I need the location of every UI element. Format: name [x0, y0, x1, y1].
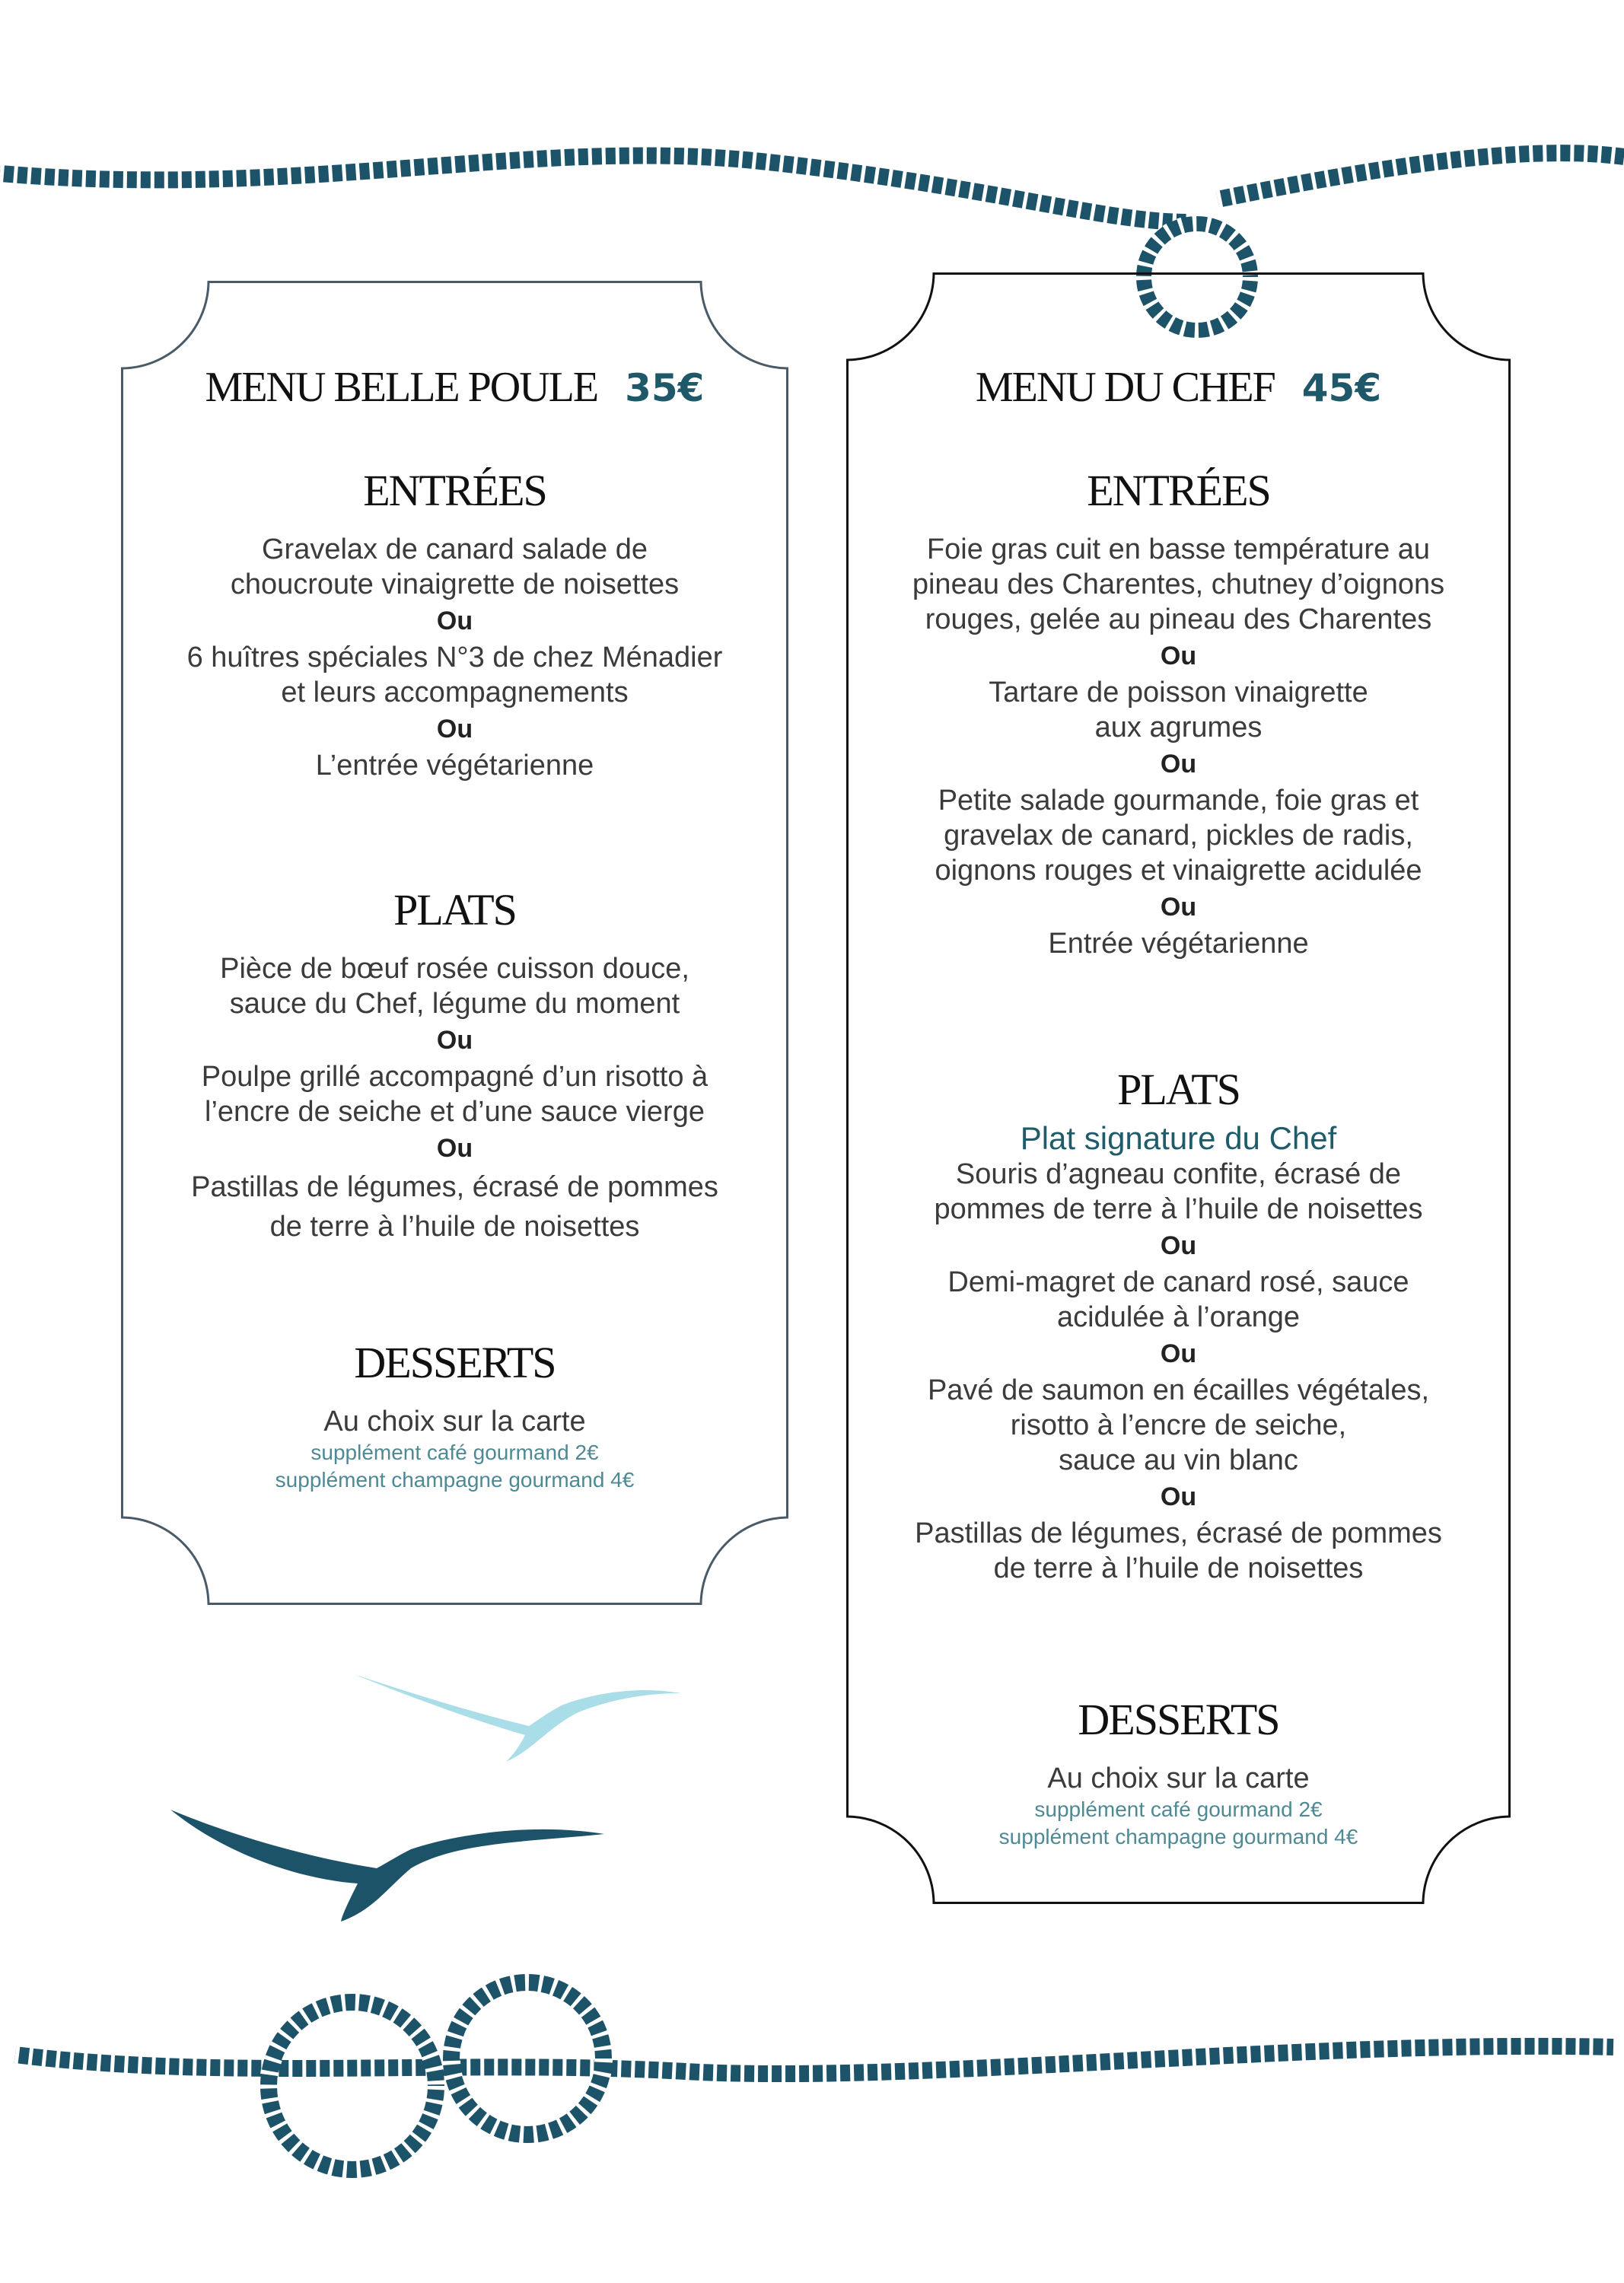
section-plats: [846, 1065, 1511, 1586]
section-entrees: [121, 466, 788, 783]
seagull-dark-icon: [170, 1810, 604, 1922]
dish-item: Entrée végétarienne: [1048, 928, 1309, 960]
menu-name: MENU DU CHEF: [975, 364, 1275, 411]
menu-price: 35€: [625, 366, 705, 410]
or-separator: Ou: [436, 1134, 473, 1163]
supplement-note: supplément café gourmand 2€: [310, 1441, 599, 1464]
or-separator: Ou: [436, 607, 473, 635]
seagull-light-icon: [354, 1674, 680, 1762]
dish-item: Tartare de poisson vinaigrette aux agrumes: [989, 677, 1368, 743]
section-desserts: [121, 1339, 788, 1494]
section-heading: DESSERTS: [354, 1338, 556, 1387]
dish-item: Pastillas de légumes, écrasé de pommes de terre à l’huile de noisettes: [915, 1517, 1442, 1584]
supplement-note: supplément café gourmand 2€: [1034, 1797, 1323, 1821]
rope-bottom: [15, 2046, 1613, 2074]
dish-item: Souris d’agneau confite, écrasé de pommes de terre à l’huile de noisettes: [934, 1158, 1423, 1225]
menu-name: MENU BELLE POULE: [205, 364, 598, 411]
supplement-note: supplément champagne gourmand 4€: [275, 1468, 635, 1492]
dish-item: Poulpe grillé accompagné d’un risotto à l’encre de seiche et d’une sauce vierge: [201, 1061, 709, 1128]
dish-item: 6 huîtres spéciales N°3 de chez Ménadier et leurs accompagnements: [186, 642, 723, 708]
dish-item: Au choix sur la carte: [323, 1406, 586, 1438]
or-separator: Ou: [1160, 750, 1197, 779]
section-plats: [121, 886, 788, 1247]
or-separator: Ou: [1160, 893, 1197, 922]
supplement-note: supplément champagne gourmand 4€: [998, 1825, 1358, 1848]
or-separator: Ou: [1160, 1482, 1197, 1511]
section-heading: DESSERTS: [1078, 1695, 1279, 1744]
rope-top: [0, 153, 1624, 222]
menu-price: 45€: [1301, 366, 1382, 410]
or-separator: Ou: [1160, 1231, 1197, 1260]
menu-card-du-chef: [846, 272, 1511, 1904]
or-separator: Ou: [1160, 1339, 1197, 1368]
or-separator: Ou: [436, 1026, 473, 1055]
dish-item: Gravelax de canard salade de choucroute vinaigrette de noisettes: [230, 533, 680, 600]
section-heading: PLATS: [393, 885, 516, 935]
section-desserts: [846, 1696, 1511, 1851]
section-entrees: [846, 466, 1511, 961]
section-heading: ENTRÉES: [1087, 466, 1270, 515]
dish-item: Demi-magret de canard rosé, sauce acidulée à l’orange: [947, 1266, 1409, 1333]
signature-dish-label: Plat signature du Chef: [1020, 1120, 1337, 1156]
dish-item: Pastillas de légumes, écrasé de pommes de terre à l’huile de noisettes: [191, 1171, 718, 1243]
or-separator: Ou: [1160, 642, 1197, 670]
or-separator: Ou: [436, 715, 473, 743]
menu-title: [121, 363, 788, 412]
dish-item: Foie gras cuit en basse température au pineau des Charentes, chutney d’oignons rouges, gelée au pineau des Charentes: [912, 533, 1445, 635]
menu-card-belle-poule: [121, 281, 788, 1605]
dish-item: Petite salade gourmande, foie gras et gravelax de canard, pickles de radis, oignons rouges et vinaigrette acidulée: [935, 785, 1422, 887]
menu-title: [846, 363, 1511, 412]
section-heading: PLATS: [1117, 1065, 1240, 1114]
dish-item: L’entrée végétarienne: [315, 750, 594, 782]
dish-item: Pièce de bœuf rosée cuisson douce, sauce du Chef, légume du moment: [220, 953, 689, 1020]
dish-item: Pavé de saumon en écailles végétales, risotto à l’encre de seiche, sauce au vin blanc: [927, 1374, 1430, 1476]
dish-item: Au choix sur la carte: [1047, 1762, 1310, 1794]
section-heading: ENTRÉES: [363, 466, 546, 515]
